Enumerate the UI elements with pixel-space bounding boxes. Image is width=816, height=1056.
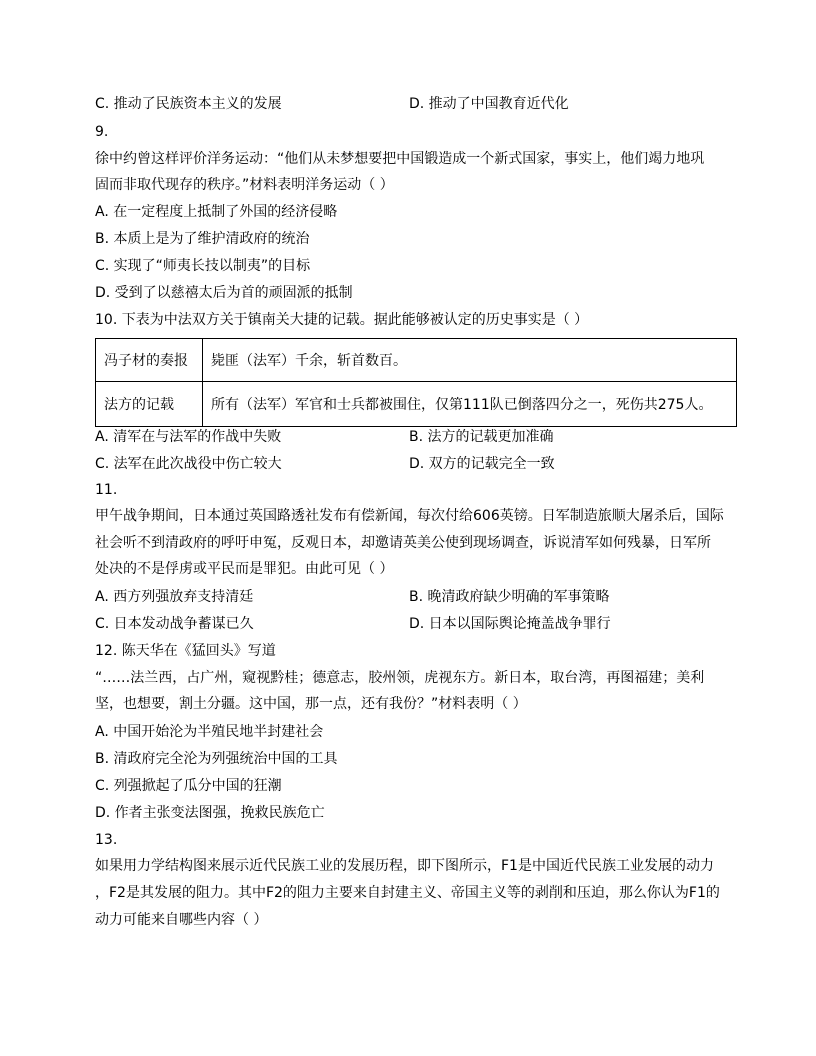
- q12-option-b: B. 清政府完全沦为列强统治中国的工具: [95, 751, 338, 767]
- q10-option-b: B. 法方的记载更加准确: [409, 429, 554, 445]
- q12-option-a: A. 中国开始沦为半殖民地半封建社会: [95, 724, 324, 740]
- q11-option-d: D. 日本以国际舆论掩盖战争罪行: [409, 616, 611, 632]
- q8-option-d: D. 推动了中国教育近代化: [409, 96, 569, 112]
- q12-option-d: D. 作者主张变法图强，挽救民族危亡: [95, 805, 325, 821]
- q9-option-a: A. 在一定程度上抵制了外国的经济侵略: [95, 204, 338, 220]
- q13-stem-line2: ，F2是其发展的阻力。其中F2的阻力主要来自封建主义、帝国主义等的剥削和压迫，那么你认为F1的: [95, 885, 720, 901]
- q10-record-table: [95, 338, 737, 427]
- q11-option-b: B. 晚清政府缺少明确的军事策略: [409, 589, 610, 605]
- q11-stem-line1: 甲午战争期间，日本通过英国路透社发布有偿新闻，每次付给606英镑。日军制造旅顺大屠杀后，国际: [95, 508, 724, 524]
- q10-option-a: A. 清军在与法军的作战中失败: [95, 429, 282, 445]
- q10-option-d: D. 双方的记载完全一致: [409, 456, 555, 472]
- table-cell-source: 冯子材的奏报: [96, 339, 203, 382]
- table-cell-source: 法方的记载: [96, 382, 203, 427]
- q9-option-b: B. 本质上是为了维护清政府的统治: [95, 231, 310, 247]
- q9-option-d: D. 受到了以慈禧太后为首的顽固派的抵制: [95, 285, 353, 301]
- q12-option-c: C. 列强掀起了瓜分中国的狂潮: [95, 778, 282, 794]
- table-cell-content: 毙匪（法军）千余，斩首数百。: [203, 339, 737, 382]
- q13-stem-line3: 动力可能来自哪些内容（ ）: [95, 912, 268, 928]
- table-row: [96, 382, 737, 427]
- q11-number: 11.: [95, 482, 118, 498]
- q13-number: 13.: [95, 832, 118, 848]
- q12-quote-line1: “……法兰西，占广州，窥视黔桂；德意志，胶州领，虎视东方。新日本，取台湾，再图福建；美利: [95, 670, 705, 686]
- q9-number: 9.: [95, 124, 109, 140]
- q9-option-c: C. 实现了“师夷长技以制夷”的目标: [95, 258, 311, 274]
- q11-option-c: C. 日本发动战争蓄谋已久: [95, 616, 254, 632]
- q12-quote-line2: 坚，也想要，割土分疆。这中国，那一点，还有我份？”材料表明（ ）: [95, 696, 527, 712]
- q8-option-c: C. 推动了民族资本主义的发展: [95, 96, 282, 112]
- q10-stem: 10. 下表为中法双方关于镇南关大捷的记载。据此能够被认定的历史事实是（ ）: [95, 312, 589, 328]
- table-cell-content: 所有（法军）军官和士兵都被围住，仅第111队已倒落四分之一，死伤共275人。: [203, 382, 737, 427]
- q11-stem-line3: 处决的不是俘虏或平民而是罪犯。由此可见（ ）: [95, 561, 394, 577]
- q12-stem: 12. 陈天华在《猛回头》写道: [95, 643, 276, 659]
- q13-stem-line1: 如果用力学结构图来展示近代民族工业的发展历程，即下图所示，F1是中国近代民族工业发展的动力: [95, 858, 714, 874]
- q9-stem-line2: 固而非取代现存的秩序。”材料表明洋务运动（ ）: [95, 177, 394, 193]
- q10-option-c: C. 法军在此次战役中伤亡较大: [95, 456, 282, 472]
- q11-stem-line2: 社会听不到清政府的呼吁申冤，反观日本，却邀请英美公使到现场调查，诉说清军如何残暴，日军所: [95, 535, 711, 551]
- table-row: [96, 339, 737, 382]
- q11-option-a: A. 西方列强放弃支持清廷: [95, 589, 254, 605]
- q9-stem-line1: 徐中约曾这样评价洋务运动：“他们从未梦想要把中国锻造成一个新式国家，事实上，他们竭力地巩: [95, 151, 705, 167]
